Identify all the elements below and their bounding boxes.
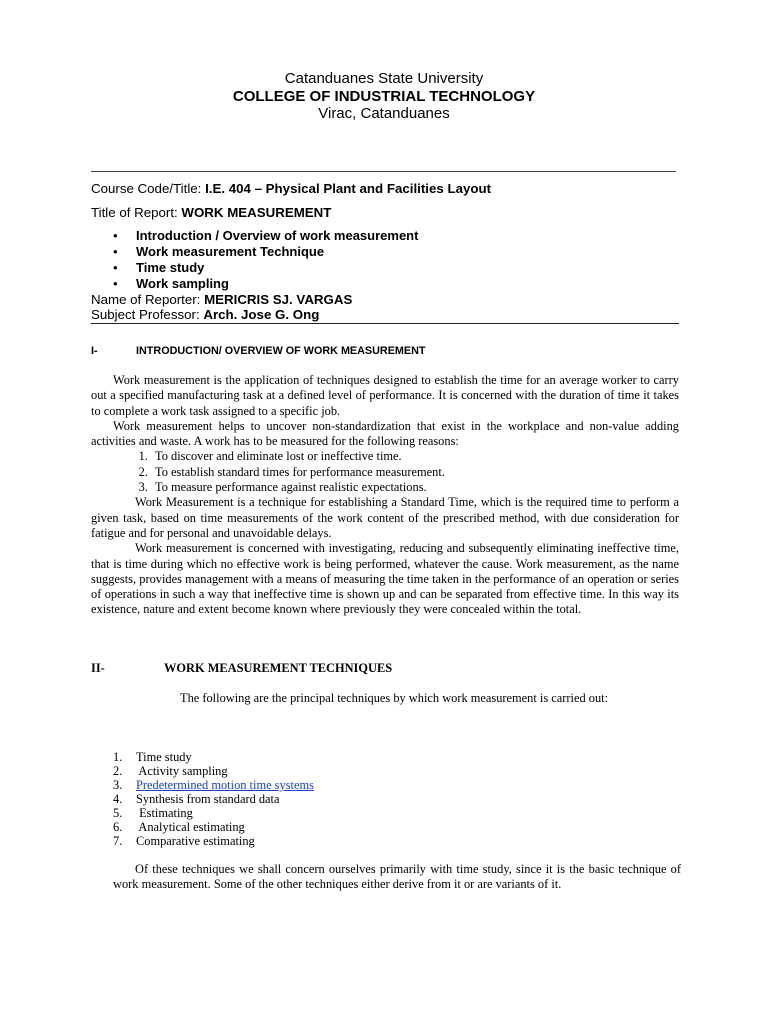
topic-item: • Time study [110, 260, 418, 276]
reporter-line [91, 292, 352, 307]
course-value: I.E. 404 – Physical Plant and Facilities Layout [205, 181, 492, 196]
section-2-closing [113, 862, 681, 893]
section-2-number: II- [91, 661, 105, 675]
section-2-title: WORK MEASUREMENT TECHNIQUES [164, 661, 393, 675]
professor-value: Arch. Jose G. Ong [203, 307, 320, 322]
reasons-list [91, 449, 679, 495]
paragraph: Work measurement is concerned with investigating, reducing and subsequently eliminating ineffective time, that is time during which no effective work is being performed, whatever the cause. Work measurement, as the name suggests, provides management with a means of measuring the time taken in the performance of an operation or series of operations in such a way that ineffective time is shown up and can be separated from effective time. In this way its existence, nature and extent become known where previously they were concealed within the total. [91, 541, 679, 617]
reporter-label: Name of Reporter: [91, 292, 205, 307]
topic-list [110, 228, 418, 292]
section-1-heading [91, 345, 426, 357]
professor-label: Subject Professor: [91, 307, 204, 322]
topic-item: • Work sampling [110, 276, 418, 292]
techniques-list [113, 750, 314, 848]
technique-item: 4. Synthesis from standard data [113, 792, 280, 806]
technique-item: 5. Estimating [113, 806, 193, 820]
section-2-intro [136, 691, 681, 706]
report-title-line [91, 205, 331, 220]
reason-item: 3. To measure performance against realistic expectations. [151, 480, 679, 495]
course-line [91, 181, 491, 196]
section-1-number: I- [91, 345, 98, 357]
professor-line [91, 307, 319, 322]
technique-item: 7. Comparative estimating [113, 834, 255, 848]
report-title-label: Title of Report: [91, 205, 182, 220]
paragraph: Of these techniques we shall concern ourselves primarily with time study, since it is the basic technique of work measurement. Some of the other techniques either derive from it or are variants of it. [113, 862, 681, 892]
topic-item: • Introduction / Overview of work measurement [110, 228, 418, 244]
university-name: Catanduanes State University [284, 70, 484, 87]
topic-item: • Work measurement Technique [110, 244, 418, 260]
technique-link[interactable]: Predetermined motion time systems [136, 778, 314, 792]
college-name: COLLEGE OF INDUSTRIAL TECHNOLOGY [232, 88, 536, 105]
technique-item: 2. Activity sampling [113, 764, 228, 778]
location: Virac, Catanduanes [318, 105, 450, 122]
technique-item: 6. Analytical estimating [113, 820, 245, 834]
meta-divider [91, 323, 679, 324]
paragraph: The following are the principal techniques by which work measurement is carried out: [180, 691, 609, 705]
reason-item: 2. To establish standard times for performance measurement. [151, 465, 679, 480]
header-divider [91, 171, 676, 172]
course-label: Course Code/Title: [91, 181, 206, 196]
paragraph: Work measurement is the application of techniques designed to establish the time for an average worker to carry out a specified manufacturing task at a defined level of performance. It is concerned with the duration of time it takes to complete a work task assigned to a specific job. [91, 373, 679, 418]
reason-item: 1. To discover and eliminate lost or ineffective time. [151, 449, 679, 464]
paragraph: Work measurement helps to uncover non-standardization that exist in the workplace and non-value adding activities and waste. A work has to be measured for the following reasons: [91, 418, 679, 449]
technique-item: 3. Predetermined motion time systems [113, 778, 314, 792]
reporter-value: MERICRIS SJ. VARGAS [204, 292, 353, 307]
paragraph: Work Measurement is a technique for establishing a Standard Time, which is the required time to perform a given task, based on time measurements of the work content of the prescribed method, with due consideration for fatigue and for personal and unavoidable delays. [91, 495, 679, 540]
technique-item: 1. Time study [113, 750, 192, 764]
report-title-value: WORK MEASUREMENT [181, 205, 332, 220]
section-2-heading [91, 661, 392, 676]
section-1-body [91, 373, 679, 618]
section-1-title: INTRODUCTION/ OVERVIEW OF WORK MEASUREMENT [136, 345, 426, 357]
